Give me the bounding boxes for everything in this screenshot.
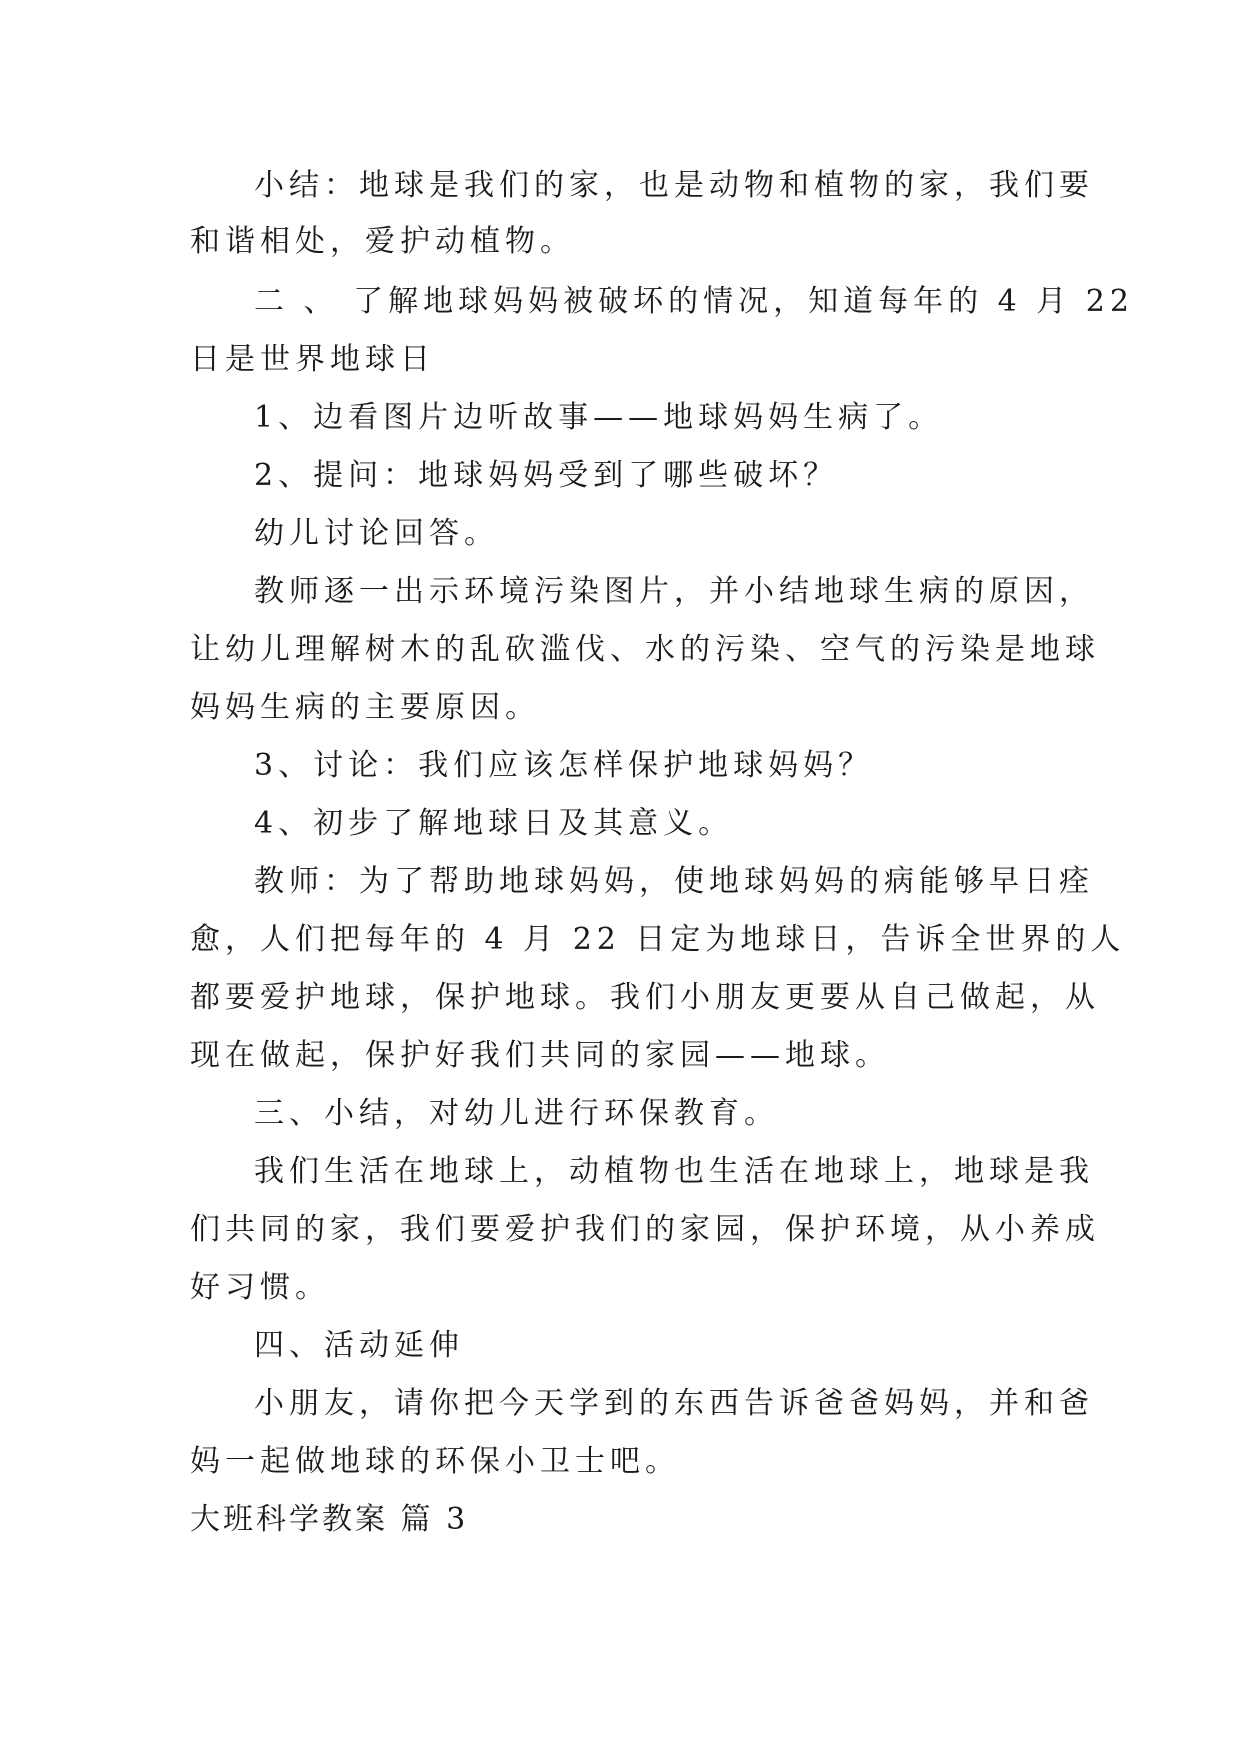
list-item: 1、边看图片边听故事——地球妈妈生病了。: [254, 400, 944, 435]
paragraph-line: 教师逐一出示环境污染图片，并小结地球生病的原因，: [254, 574, 1094, 609]
paragraph-line: 和谐相处，爱护动植物。: [190, 224, 575, 259]
paragraph-line: 教师：为了帮助地球妈妈，使地球妈妈的病能够早日痊: [254, 864, 1094, 899]
paragraph-line: 妈一起做地球的环保小卫士吧。: [190, 1444, 680, 1479]
paragraph-line: 好习惯。: [190, 1270, 330, 1305]
list-item: 3、讨论：我们应该怎样保护地球妈妈？: [254, 748, 874, 783]
paragraph-line: 小朋友，请你把今天学到的东西告诉爸爸妈妈，并和爸: [254, 1386, 1094, 1421]
list-item: 2、提问：地球妈妈受到了哪些破坏？: [254, 458, 839, 493]
paragraph-line: 我们生活在地球上，动植物也生活在地球上，地球是我: [254, 1154, 1094, 1189]
paragraph-line: 小结：地球是我们的家，也是动物和植物的家，我们要: [254, 168, 1094, 203]
paragraph-line: 现在做起，保护好我们共同的家园——地球。: [190, 1038, 890, 1073]
paragraph-line: 幼儿讨论回答。: [254, 516, 499, 551]
section-heading-continuation: 日是世界地球日: [190, 342, 435, 377]
document-section-title: 大班科学教案 篇 3: [190, 1502, 469, 1537]
paragraph-line: 愈，人们把每年的 4 月 22 日定为地球日，告诉全世界的人: [190, 922, 1126, 957]
section-heading: 二 、 了解地球妈妈被破坏的情况，知道每年的 4 月 22: [254, 284, 1134, 319]
paragraph-line: 让幼儿理解树木的乱砍滥伐、水的污染、空气的污染是地球: [190, 632, 1100, 667]
section-heading: 三、小结，对幼儿进行环保教育。: [254, 1096, 779, 1131]
list-item: 4、初步了解地球日及其意义。: [254, 806, 734, 841]
section-heading: 四、活动延伸: [254, 1328, 464, 1363]
paragraph-line: 妈妈生病的主要原因。: [190, 690, 540, 725]
paragraph-line: 们共同的家，我们要爱护我们的家园，保护环境，从小养成: [190, 1212, 1100, 1247]
paragraph-line: 都要爱护地球，保护地球。我们小朋友更要从自己做起，从: [190, 980, 1100, 1015]
